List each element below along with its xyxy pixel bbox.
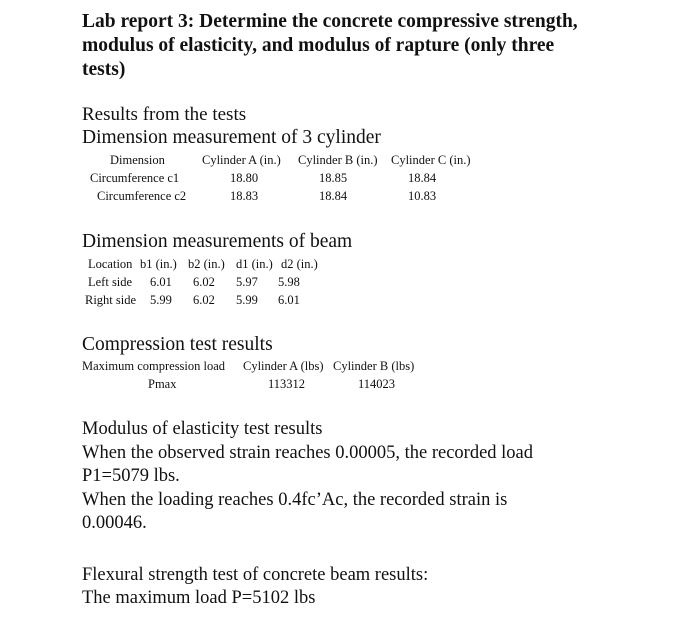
modulus-line-3: When the loading reaches 0.4fc’Ac, the recorded strain is [82,490,508,510]
cylinder-cell-c: 18.84 [408,171,437,185]
compression-header-b: Cylinder B (lbs) [333,359,415,373]
compression-cell-b: 114023 [358,377,396,391]
cylinder-header-dimension: Dimension [110,153,165,167]
beam-cell-d1: 5.97 [236,275,258,289]
title-line-2: modulus of elasticity, and modulus of rapture (only three [82,35,555,56]
cylinder-row-label: Circumference c2 [97,189,187,203]
beam-cell-b2: 6.02 [193,293,215,307]
cylinder-cell-b: 18.84 [319,189,348,203]
cylinder-section-heading: Dimension measurement of 3 cylinder [82,127,381,148]
beam-header-location: Location [88,257,133,271]
compression-header-a: Cylinder A (lbs) [243,359,324,373]
compression-section-heading: Compression test results [82,334,273,355]
beam-cell-d1: 5.99 [236,293,258,307]
compression-cell-a: 113312 [268,377,306,391]
title-line-3: tests) [82,59,126,80]
results-heading: Results from the tests [82,104,247,125]
beam-header-d2: d2 (in.) [281,257,318,271]
modulus-line-1: When the observed strain reaches 0.00005, the recorded load [82,443,534,463]
cylinder-header-a: Cylinder A (in.) [202,153,281,167]
modulus-line-4: 0.00046. [82,513,147,533]
compression-row-label: Pmax [148,377,177,391]
cylinder-cell-b: 18.85 [319,171,348,185]
beam-row-label: Left side [88,275,133,289]
beam-cell-b1: 5.99 [150,293,172,307]
beam-header-b2: b2 (in.) [188,257,225,271]
cylinder-cell-c: 10.83 [408,189,437,203]
beam-cell-d2: 6.01 [278,293,300,307]
beam-row-label: Right side [85,293,137,307]
flexural-section-heading: Flexural strength test of concrete beam results: [82,565,429,585]
beam-cell-b2: 6.02 [193,275,215,289]
beam-cell-b1: 6.01 [150,275,172,289]
beam-cell-d2: 5.98 [278,275,300,289]
flexural-line-1: The maximum load P=5102 lbs [82,588,316,608]
cylinder-cell-a: 18.80 [230,171,259,185]
cylinder-header-c: Cylinder C (in.) [391,153,471,167]
compression-header-load: Maximum compression load [82,359,226,373]
beam-header-b1: b1 (in.) [140,257,177,271]
title-line-1: Lab report 3: Determine the concrete compressive strength, [82,11,578,32]
modulus-line-2: P1=5079 lbs. [82,466,180,486]
report-title [82,10,642,82]
cylinder-row-label: Circumference c1 [90,171,180,185]
modulus-section-heading: Modulus of elasticity test results [82,419,323,439]
beam-header-d1: d1 (in.) [236,257,273,271]
cylinder-cell-a: 18.83 [230,189,259,203]
cylinder-header-b: Cylinder B (in.) [298,153,378,167]
beam-section-heading: Dimension measurements of beam [82,231,353,252]
